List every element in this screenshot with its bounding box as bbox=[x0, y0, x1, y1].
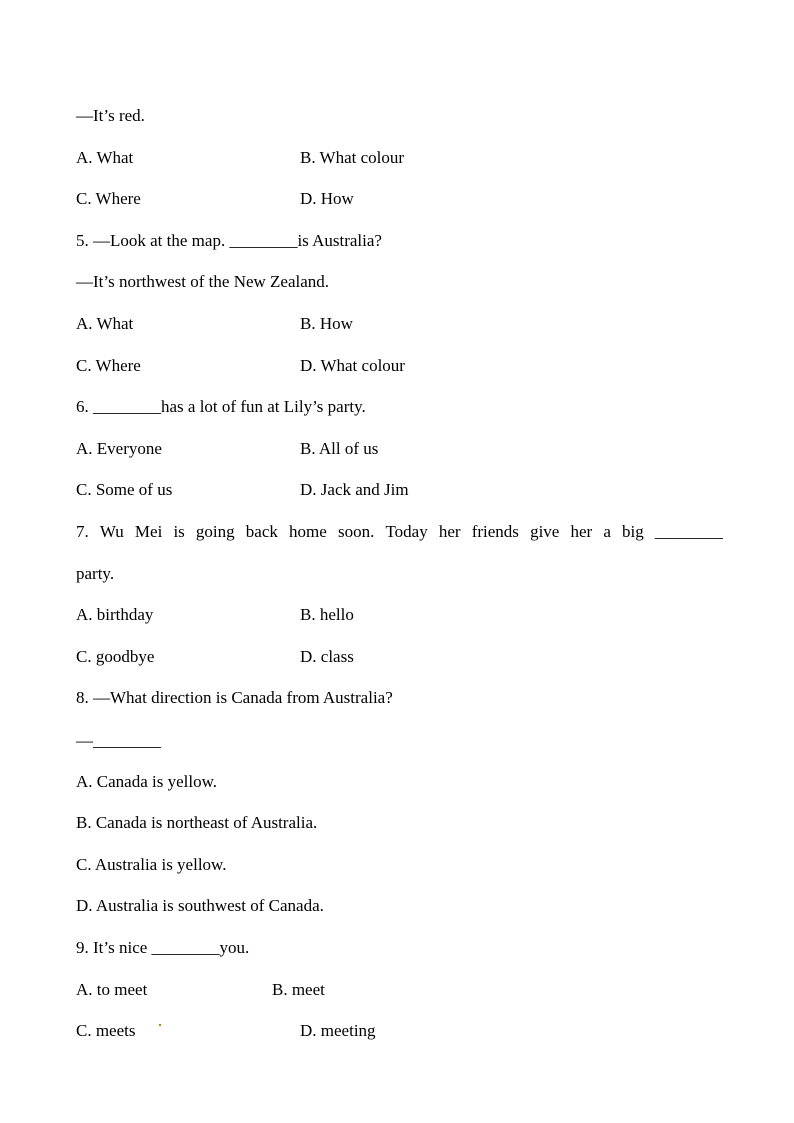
q7-word: back bbox=[245, 522, 278, 541]
q6-option-c: C. Some of us bbox=[76, 480, 173, 499]
stray-mark bbox=[159, 1024, 161, 1026]
q7-option-c: C. goodbye bbox=[76, 647, 155, 666]
q4-option-c: C. Where bbox=[76, 189, 141, 208]
q6-question: 6. ________has a lot of fun at Lily’s party. bbox=[76, 397, 366, 416]
q7-word: ________ bbox=[654, 522, 723, 541]
q8-option-b: B. Canada is northeast of Australia. bbox=[76, 813, 318, 832]
q4-option-b: B. What colour bbox=[300, 148, 405, 167]
q4-option-d: D. How bbox=[300, 189, 354, 208]
q7-word: going bbox=[195, 522, 235, 541]
q7-word: give bbox=[530, 522, 560, 541]
q8-option-a: A. Canada is yellow. bbox=[76, 772, 218, 791]
q7-word: her bbox=[570, 522, 593, 541]
q9-option-d: D. meeting bbox=[300, 1021, 376, 1040]
q7-option-d: D. class bbox=[300, 647, 354, 666]
q7-word: Mei bbox=[134, 522, 163, 541]
q9-option-b: B. meet bbox=[272, 980, 325, 999]
q6-option-b: B. All of us bbox=[300, 439, 379, 458]
q7-word: a bbox=[603, 522, 611, 541]
q5-option-b: B. How bbox=[300, 314, 353, 333]
q7-word: big bbox=[622, 522, 644, 541]
q7-option-b: B. hello bbox=[300, 605, 354, 624]
q9-option-a: A. to meet bbox=[76, 980, 148, 999]
q4-answer-line: —It’s red. bbox=[76, 106, 145, 125]
q8-option-d: D. Australia is southwest of Canada. bbox=[76, 896, 324, 915]
q7-word: home bbox=[289, 522, 327, 541]
q7-word: friends bbox=[471, 522, 519, 541]
q6-option-a: A. Everyone bbox=[76, 439, 162, 458]
q7-question bbox=[76, 522, 723, 542]
q5-question: 5. —Look at the map. ________is Australia? bbox=[76, 231, 382, 250]
q7-word: 7. bbox=[76, 522, 89, 541]
q7-word: is bbox=[173, 522, 185, 541]
q9-question: 9. It’s nice ________you. bbox=[76, 938, 250, 957]
q7-option-a: A. birthday bbox=[76, 605, 154, 624]
q7-question-cont: party. bbox=[76, 564, 115, 583]
q5-answer-line: —It’s northwest of the New Zealand. bbox=[76, 272, 330, 291]
q9-option-c: C. meets bbox=[76, 1021, 136, 1040]
q5-option-c: C. Where bbox=[76, 356, 141, 375]
q6-option-d: D. Jack and Jim bbox=[300, 480, 409, 499]
q5-option-d: D. What colour bbox=[300, 356, 405, 375]
q7-word: her bbox=[438, 522, 461, 541]
q7-word: Today bbox=[385, 522, 428, 541]
q8-answer-line: —________ bbox=[76, 731, 161, 750]
q7-word: soon. bbox=[337, 522, 375, 541]
q4-option-a: A. What bbox=[76, 148, 134, 167]
q5-option-a: A. What bbox=[76, 314, 134, 333]
q8-option-c: C. Australia is yellow. bbox=[76, 855, 227, 874]
q8-question: 8. —What direction is Canada from Australia? bbox=[76, 688, 393, 707]
q7-word: Wu bbox=[99, 522, 124, 541]
